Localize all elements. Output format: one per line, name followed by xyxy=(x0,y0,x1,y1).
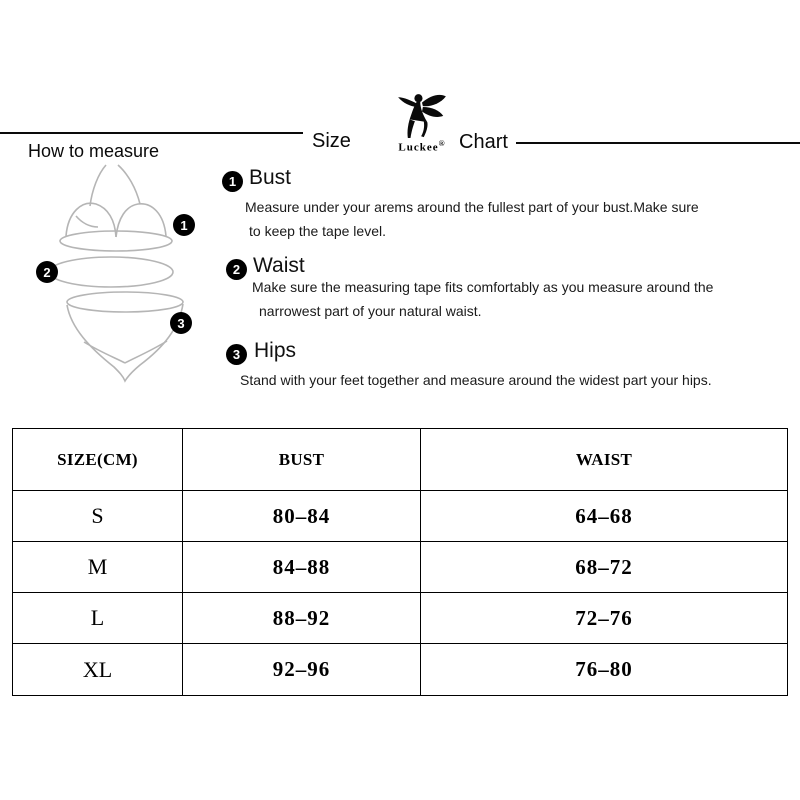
step-waist-text-line-1: Make sure the measuring tape fits comfortably as you measure around the xyxy=(252,279,714,295)
step-bust-title: Bust xyxy=(249,166,292,189)
size-table xyxy=(12,428,788,696)
diagram-marker-waist-number: 2 xyxy=(43,265,51,280)
header-rule-left xyxy=(0,132,303,134)
registered-mark: ® xyxy=(438,139,446,148)
brand-logo xyxy=(384,92,460,154)
step-waist-number-badge: 2 xyxy=(226,259,247,280)
diagram-marker-bust-number: 1 xyxy=(180,218,188,233)
table-cell-bust-l: 88–92 xyxy=(183,593,421,644)
diagram-marker-hips-number: 3 xyxy=(177,316,185,331)
step-hips-number-badge: 3 xyxy=(226,344,247,365)
diagram-marker-bust xyxy=(173,214,195,236)
step-bust-number-badge: 1 xyxy=(222,171,243,192)
table-header-waist: WAIST xyxy=(421,429,787,491)
diagram-marker-waist xyxy=(36,261,58,283)
step-waist-title: Waist xyxy=(253,254,305,277)
diagram-marker-hips xyxy=(170,312,192,334)
table-header-bust: BUST xyxy=(183,429,421,491)
step-waist-text-line-2: narrowest part of your natural waist. xyxy=(259,303,482,319)
header-rule-right xyxy=(516,142,800,144)
table-cell-size-l: L xyxy=(13,593,183,644)
chart-title: Chart xyxy=(459,131,508,153)
table-cell-size-m: M xyxy=(13,542,183,593)
table-cell-bust-xl: 92–96 xyxy=(183,644,421,695)
step-hips-text-line-1: Stand with your feet together and measure around the widest part your hips. xyxy=(240,372,712,388)
step-bust-text-line-2: to keep the tape level. xyxy=(249,223,386,239)
table-cell-waist-m: 68–72 xyxy=(421,542,787,593)
table-cell-bust-m: 84–88 xyxy=(183,542,421,593)
step-hips-title: Hips xyxy=(254,339,297,362)
size-title: Size xyxy=(312,130,351,152)
how-to-measure-title: How to measure xyxy=(28,141,160,161)
bikini-sketch xyxy=(28,162,223,397)
bikini-diagram xyxy=(28,162,223,397)
step-bust-text-line-1: Measure under your arems around the fullest part of your bust.Make sure xyxy=(245,199,699,215)
table-header-size: SIZE(CM) xyxy=(13,429,183,491)
brand-name xyxy=(384,138,460,154)
table-cell-waist-l: 72–76 xyxy=(421,593,787,644)
table-cell-waist-xl: 76–80 xyxy=(575,657,633,681)
table-cell-size-xl: XL xyxy=(13,644,183,695)
fairy-logo-icon xyxy=(395,92,449,138)
table-cell-bust-s: 80–84 xyxy=(183,491,421,542)
table-cell-size-s: S xyxy=(13,491,183,542)
table-cell-waist-s: 64–68 xyxy=(421,491,787,542)
brand-text: Luckee xyxy=(398,141,439,154)
